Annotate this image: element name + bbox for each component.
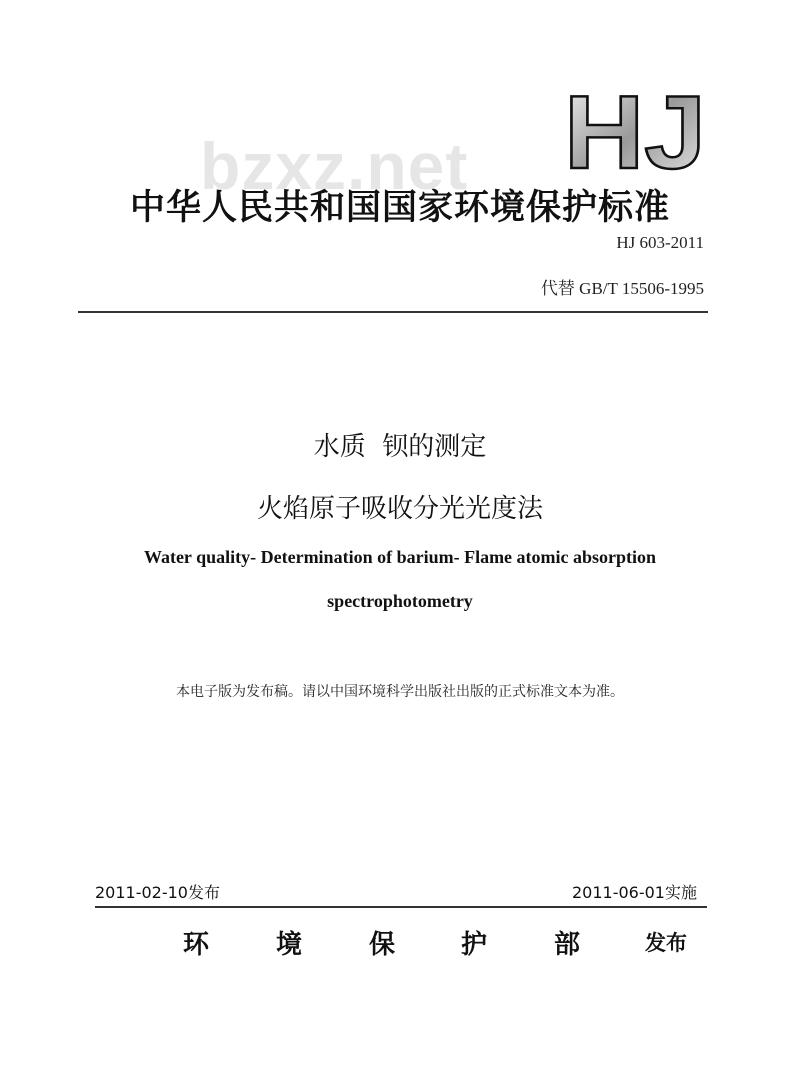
hj-logo	[560, 88, 710, 178]
title-cn-line1: 水质 钡的测定	[313, 432, 487, 462]
issuer-char: 护	[461, 930, 488, 960]
title-en-line1: Water quality- Determination of barium- Flame atomic absorption	[143, 547, 657, 567]
issuer-char: 环	[183, 930, 210, 960]
issuer-char: 部	[554, 930, 581, 960]
replaces-standard: 代替 GB/T 15506-1995	[540, 279, 704, 298]
footer-divider	[95, 906, 707, 908]
issuer-char: 境	[276, 930, 303, 960]
header-divider	[78, 311, 708, 313]
issue-date: 2011-02-10发布	[95, 883, 220, 902]
issuer-suffix: 发布	[645, 931, 687, 955]
standard-code: HJ 603-2011	[616, 233, 704, 252]
title-en-line2: spectrophotometry	[327, 591, 473, 611]
logo-text: HJ	[564, 88, 706, 178]
issuer-char: 保	[369, 930, 396, 960]
publication-notice: 本电子版为发布稿。请以中国环境科学出版社出版的正式标准文本为准。	[176, 684, 624, 700]
watermark: bzxz.net	[200, 129, 469, 203]
standard-series-title: 中华人民共和国国家环境保护标准	[129, 188, 670, 228]
title-cn-line2: 火焰原子吸收分光光度法	[256, 494, 543, 524]
implementation-date: 2011-06-01实施	[572, 883, 697, 902]
